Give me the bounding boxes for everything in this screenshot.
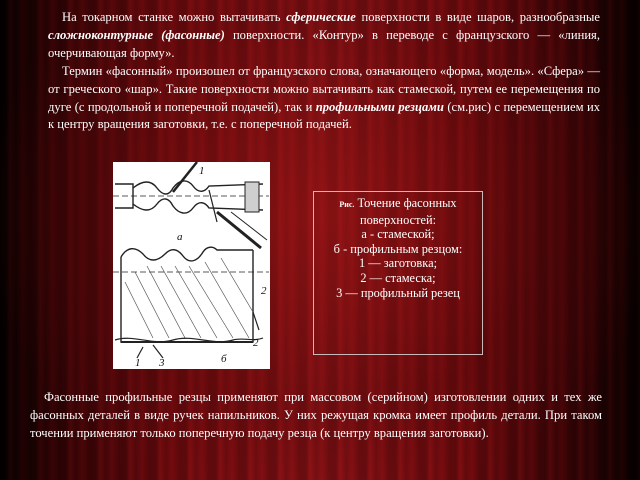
caption-line-3: а - стамеской; bbox=[361, 227, 435, 242]
caption-line-6: 2 — стамеска; bbox=[360, 270, 436, 285]
caption-line-7: 3 — профильный резец bbox=[336, 285, 460, 300]
p1-text-after: поверхности. «Контур» в переводе с французского — «линия, очерчивающая форму». bbox=[48, 27, 601, 60]
caption-line-5: 1 — заготовка; bbox=[358, 256, 438, 271]
label-workpiece-1b: 1 bbox=[135, 357, 141, 369]
label-chisel-2: 2 bbox=[261, 285, 267, 297]
p1-text-before: На токарном станке можно вытачивать bbox=[62, 10, 287, 24]
p1-emphasis-shaped: сложноконтурные (фасонные) bbox=[48, 27, 225, 42]
p1-text-middle: поверхности в виде шаров, разнообразные bbox=[355, 10, 600, 24]
label-b: б bbox=[221, 353, 227, 365]
caption-line-2: поверхностей: bbox=[359, 212, 437, 227]
paragraph-shaped-term bbox=[48, 63, 600, 134]
caption-line-4: б - профильным резцом: bbox=[333, 241, 463, 256]
label-cutter-3: 3 bbox=[159, 357, 165, 369]
p1-emphasis-spherical: сферические bbox=[286, 10, 356, 24]
figure-caption bbox=[313, 191, 483, 355]
label-workpiece-1: 1 bbox=[199, 165, 205, 177]
turning-figure bbox=[113, 162, 270, 369]
caption-ris: Рис. bbox=[339, 200, 355, 209]
p2-text-after: (см.рис) с перемещением их к центру вращения заготовки, т.е. с поперечной подачей. bbox=[48, 99, 600, 132]
p2-text-before: Термин «фасонный» произошел от французского слова, означающего «форма, модель». «Сфера» — от греческого «шар». Такие поверхности можно вытачивать как стамеской, путем ее перемещения по дуге (с продольной и поперечной подачей), так и bbox=[48, 64, 600, 114]
paragraph-profile-cutters-usage: Фасонные профильные резцы применяют при массовом (серийном) изготовлении одних и тех же фасонных деталей в виде ручек напильников. У них режущая кромка имеет профиль детали. При таком точении применяют только поперечную подачу резца (к центру вращения заготовки). bbox=[30, 390, 602, 440]
label-2b: 2 bbox=[253, 337, 259, 349]
caption-line-1: Точение фасонных bbox=[357, 196, 457, 210]
p2-emphasis-profile-cutters: профильными резцами bbox=[315, 99, 444, 114]
paragraph-spherical-surfaces bbox=[48, 9, 600, 62]
turning-figure-drawing bbox=[113, 162, 270, 369]
label-a: а bbox=[177, 231, 183, 243]
